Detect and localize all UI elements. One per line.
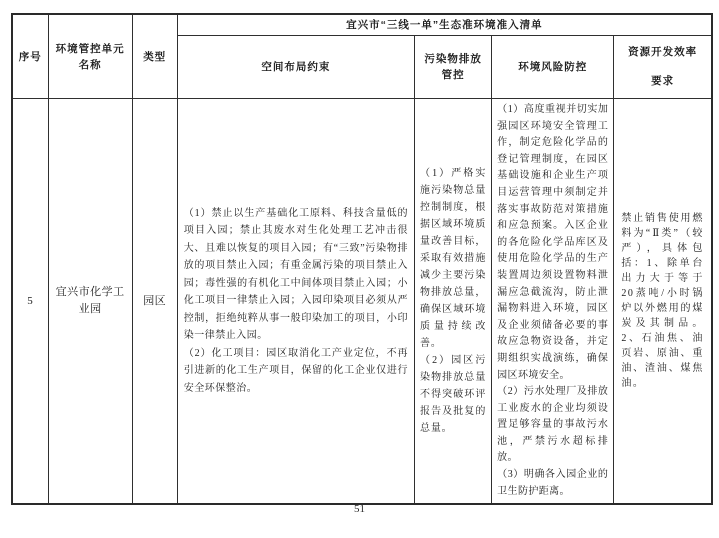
paragraph: （1）高度重视并切实加强园区环境安全管理工作，制定危险化学品的登记管理制度，在园区基础设施和企业生产项目运营管理中须制定并落实事故防范对策措施和应急预案。入区企业的各危险化学品库区及使用危险化学品的生产装置周边须设置物料泄漏应急截流沟，防止泄漏物料进入环境，园区及企业须储备必要的事故应急物资设备，并定期组织实战演练，确保园区环境安全。 <box>497 104 609 381</box>
paragraph: （1）禁止以生产基础化工原料、科技含量低的项目入园；禁止其废水对生化处理工艺冲击很大、且难以恢复的项目入园；有“三致”污染物排放的项目禁止入园；有重金属污染的项目禁止入园；毒性强的有机化工中间体项目禁止入园；小化工项目一律禁止入园；入园印染项目必须从严控制，拒绝纯粹从事一般印染加工的项目，小印染一律禁止入园。 <box>183 207 409 342</box>
col-header-space: 空间布局约束 <box>177 36 414 99</box>
cell-pollutant-control <box>415 99 492 505</box>
col-header-risk: 环境风险防控 <box>492 36 614 99</box>
cell-risk-prevention <box>492 99 614 505</box>
paragraph: （3）明确各入园企业的卫生防护距离。 <box>497 469 609 497</box>
col-header-unit-name: 环境管控单元名称 <box>48 14 132 99</box>
paragraph: （2）化工项目：园区取消化工产业定位，不再引进新的化工生产项目，保留的化工企业仅进行安全环保整治。 <box>183 347 409 394</box>
cell-unit-name: 宜兴市化学工业园 <box>48 99 132 505</box>
paragraph: （2）园区污染物排放总量不得突破环评报告及批复的总量。 <box>420 355 487 435</box>
col-header-resource: 资源开发效率要求 <box>614 36 712 99</box>
cell-space-constraints <box>177 99 414 505</box>
cell-resource-requirements <box>614 99 712 505</box>
page-number: 51 <box>354 503 365 515</box>
col-header-seq: 序号 <box>12 14 48 99</box>
paragraph: （1）严格实施污染物总量控制制度，根据区域环境质量改善目标，采取有效措施减少主要污染物排放总量，确保区域环境质量持续改善。 <box>420 168 487 350</box>
paragraph: （2）污水处理厂及排放工业废水的企业均须设置足够容量的事故污水池，严禁污水超标排放。 <box>497 386 609 464</box>
col-header-pollutant: 污染物排放管控 <box>415 36 492 99</box>
paragraph: 禁止销售使用燃料为“Ⅱ类”（较严），具体包括：1、除单台出力大于等于20蒸吨/小时锅炉以外燃用的煤炭及其制品。2、石油焦、油页岩、原油、重油、渣油、煤焦油。 <box>621 213 704 390</box>
cell-type: 园区 <box>132 99 177 505</box>
access-list-table <box>11 13 713 505</box>
table-title: 宜兴市“三线一单”生态准环境准入清单 <box>177 14 712 36</box>
col-header-type: 类型 <box>132 14 177 99</box>
cell-seq: 5 <box>12 99 48 505</box>
